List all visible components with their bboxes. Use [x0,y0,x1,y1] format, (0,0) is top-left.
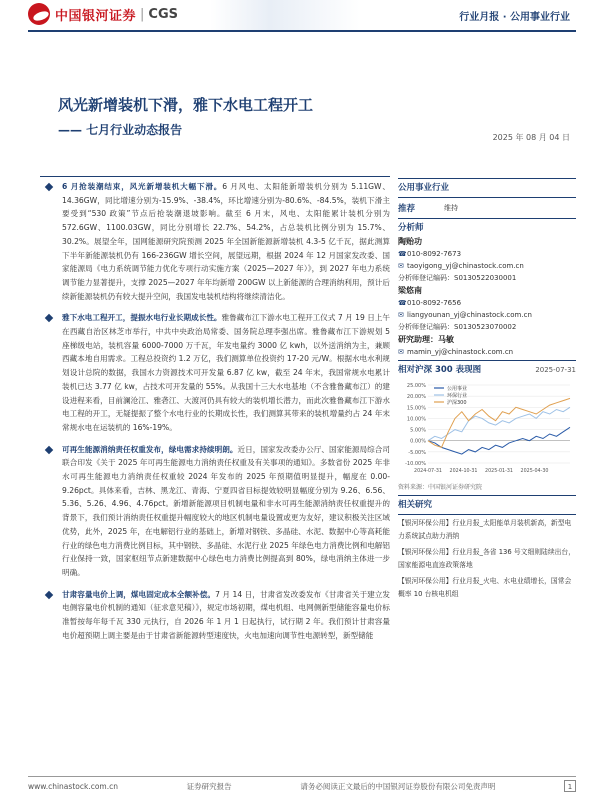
legend-label: 沪深300 [447,400,467,406]
assistant-name: 研究助理：马敏 [398,335,454,344]
industry-label: 公用事业行业 [398,183,450,193]
x-tick-label: 2024-10-31 [449,469,478,474]
y-tick-label: 10.00% [406,416,426,423]
chart-header [398,363,576,377]
series-line-2 [428,407,570,440]
report-subtitle: —— 七月行业动态报告 [58,123,183,137]
footer-disclaimer: 请务必阅读正文最后的中国银河证券股份有限公司免责声明 [300,781,496,791]
chart-title: 相对沪深 300 表现图 [398,365,482,375]
y-tick-label: 15.00% [406,405,426,412]
footer-url[interactable]: www.chinastock.com.cn [28,781,118,791]
sidebar-divider [398,514,576,515]
assistant-email [398,346,576,358]
analyst-cert: 分析师登记编码：S0130522030001 [398,274,517,282]
sidebar-divider [398,218,576,219]
x-tick-label: 2024-07-31 [414,469,442,474]
y-tick-label: 5.00% [410,427,426,434]
footer-center: 证券研究报告 [186,781,232,791]
mail-icon: ✉ [398,348,404,356]
main-content [40,180,390,651]
legend-label: 公用事业 [447,386,468,392]
chart-date: 2025-07-31 [535,366,576,374]
email-link[interactable]: taoyigong_yj@chinastock.com.cn [407,262,524,270]
sidebar-divider [398,197,576,198]
mail-icon: ✉ [398,262,404,270]
related-link[interactable]: 【银河环保公用】行业月报_各省 136 号文细则陆续出台，国家能源电直连政策落地 [398,548,576,569]
mail-icon: ✉ [398,311,404,319]
y-tick-label: 20.00% [406,394,426,401]
report-date: 2025 年 08 月 04 日 [492,133,570,142]
report-type-tag: 行业月报 · 公用事业行业 [459,12,570,23]
logo-separator: | [140,6,145,22]
y-tick-label: -10.00% [405,461,426,467]
main-divider [40,176,390,177]
rating-row [398,200,576,216]
y-tick-label: 0.00% [410,438,426,445]
y-tick-label: 25.00% [406,383,426,389]
logo-icon [28,3,50,25]
top-bar [0,0,600,30]
footer [28,780,576,792]
analyst-label: 分析师 [398,223,424,233]
analyst-name: 陶贻功 [398,237,422,246]
email-link[interactable]: liangyounan_yj@chinastock.com.cn [407,311,532,319]
header-watermark [210,0,360,30]
sidebar-divider [398,360,576,361]
logo-cgs: CGS [148,6,178,22]
phone-icon: ☎ [398,250,407,258]
analyst-phone [398,248,576,260]
paragraph [40,443,390,580]
paragraph-text: 6 月风电、太阳能新增装机分别为 5.11GW、14.36GW，同比增速分别为-15.9%、-38.4%，环比增速分别为-80.6%、-84.5%，装机下滑主要受到“530 政策”节点后抢装潮退坡影响。截至 6 月末，风电、太阳能累计装机分别为 572.6GW、1100.03GW，同比分别增长 22.7%、54.2%，占总装机比例分别为 15.7%、30.2%。展望全年，国网能源研究院预测 2025 年全国新能源新增装机 4.3-5 亿千瓦，据此测算下半年新能源装机仍有 166-236GW 增长空间，展望远期，根据 2024 年 12 月国家发改委、国家能源局《电力系统调节能力优化专项行动实施方案（2025—2027 年）》，到 2027 年电力系统调节能力显著提升，支撑 2025—2027 年年均新增 200GW 以上新能源的合理消纳利用，预计后续新能源装机仍有较大提升空间，我国发电装机结构将继续清洁化。 [62,182,390,301]
related-link[interactable]: 【银河环保公用】行业月报_火电、水电业绩增长，国常会概率 10 台核电机组 [398,577,572,598]
paragraph [40,588,390,643]
analyst-email [398,309,576,321]
paragraph-text: 雅鲁藏布江下游水电工程开工仪式 7 月 19 日上午在西藏自治区林芝市举行，中共中央政治局常委、国务院总理李强出席。雅鲁藏布江下游规划 5 座梯级电站，装机容量 6000-7000 万千瓦，年发电量约 3000 亿 kwh，以外送消纳为主，兼顾西藏本地自用需求。工程总投资约 1.2 万亿，我们测算单位投资约 17-20 元/W。根据水电水利规划设计总院的数据，我国水力资源技术可开发量 6.87 亿 kw，截至 24 年末，我国常规水电累计装机已达 3.77 亿 kw，占技术可开发量的 55%。从我国十三大水电基地（不含雅鲁藏布江）的建设进程来看，目前澜沧江、雅砻江、大渡河仍具有较大的装机增长潜力，而此次雅鲁藏布江下游水电工程的开工，无疑提振了整个水电行业的长期成长性，我们测算其带来的装机增量约占 24 年末常规水电在运装机的 16%-19%。 [62,313,390,432]
sidebar [398,176,576,604]
report-title: 风光新增装机下滑，雅下水电工程开工 [58,96,314,114]
related-link[interactable]: 【银河环保公用】行业月报_太阳能单月装机新高，新型电力系统試点助力消纳 [398,519,572,540]
performance-chart [398,379,576,483]
paragraph-lead: 雅下水电工程开工，提振水电行业长期成长性。 [62,313,222,323]
logo-text: 中国银河证券 [55,8,137,24]
phone-text: 010-8092-7673 [407,250,462,258]
phone-icon: ☎ [398,299,407,307]
page-number: 1 [564,780,576,792]
header-divider [28,30,576,32]
sidebar-divider [398,495,576,496]
paragraph-lead: 甘肃容量电价上调，煤电固定成本全额补偿。 [62,589,216,599]
paragraph-text: 7 月 14 日，甘肃省发改委发布《甘肃省关于建立发电侧容量电价机制的通知（征求意见稿）》，规定市场初期，煤电机组、电网侧新型储能容量电价标准暂按每年每千瓦 330 元执行，自 2026 年 1 月 1 日起执行，试行期 2 年。我们预计甘肃容量电价超预期上调主要是由于甘肃省新能源转型速度快，火电加速向调节性电源转型，新型储能 [62,589,391,640]
diamond-bullet-icon [45,590,53,598]
phone-text: 010-8092-7656 [407,299,462,307]
rating-value: 维持 [444,204,458,212]
paragraph-text: 近日，国家发改委办公厅、国家能源局综合司联合印发《关于 2025 年可再生能源电力消纳责任权重及有关事项的通知》。多数省份 2025 年非水可再生能源电力消纳责任权重较 2024 年发布的 2025 年预期值明显提升，幅度在 0.00-9.26pct。具体来看，吉林、黑龙江、青海、宁夏四省目标提效较明显幅度分别为 9.26、6.56、5.36、5.26、4.96、4.76pct。新增新能源项目机制电量和非水可再生能源消纳责任权重提升的背景下，我们预计消纳责任权重提升幅度较大的地区机制电量设置或更为友好，建议积极关注区域优势，此外，2025 年，在电解铝行业的基础上，新增对钢铁、多晶硅、水泥、数据中心等高耗能行业的绿色电力消费比例目标，其中钢铁、多晶硅、水泥行业 2025 年绿色电力消费比例和电解铝行业保持一致，国家枢纽节点新建数据中心绿色电力消费比例提高到 80%，绿电消纳主体进一步明确。 [62,444,391,577]
chart-source: 资料来源：中国银河证券研究院 [398,484,483,491]
diamond-bullet-icon [45,445,53,453]
x-tick-label: 2025-04-30 [520,469,549,474]
paragraph [40,180,390,303]
chart-svg [398,379,576,483]
footer-divider [28,776,576,777]
paragraph-lead: 6 月抢装潮结束，风光新增装机大幅下滑。 [62,182,223,191]
y-tick-label: -5.00% [408,449,426,456]
email-link[interactable]: mamin_yj@chinastock.com.cn [407,348,514,356]
related-title: 相关研究 [398,500,433,510]
analyst-phone [398,297,576,309]
sidebar-divider [398,178,576,179]
paragraph [40,311,390,434]
diamond-bullet-icon [45,314,53,322]
brand-logo [28,3,178,25]
analyst-name: 梁悠南 [398,286,422,295]
diamond-bullet-icon [45,183,53,191]
analyst-cert: 分析师登记编码：S0130523070002 [398,323,517,331]
rating-key: 推荐 [398,204,416,214]
legend-label: 环保行业 [447,393,468,399]
analyst-email [398,260,576,272]
x-tick-label: 2025-01-31 [485,469,513,474]
paragraph-lead: 可再生能源消纳责任权重发布，绿电需求持续明朗。 [62,444,238,454]
